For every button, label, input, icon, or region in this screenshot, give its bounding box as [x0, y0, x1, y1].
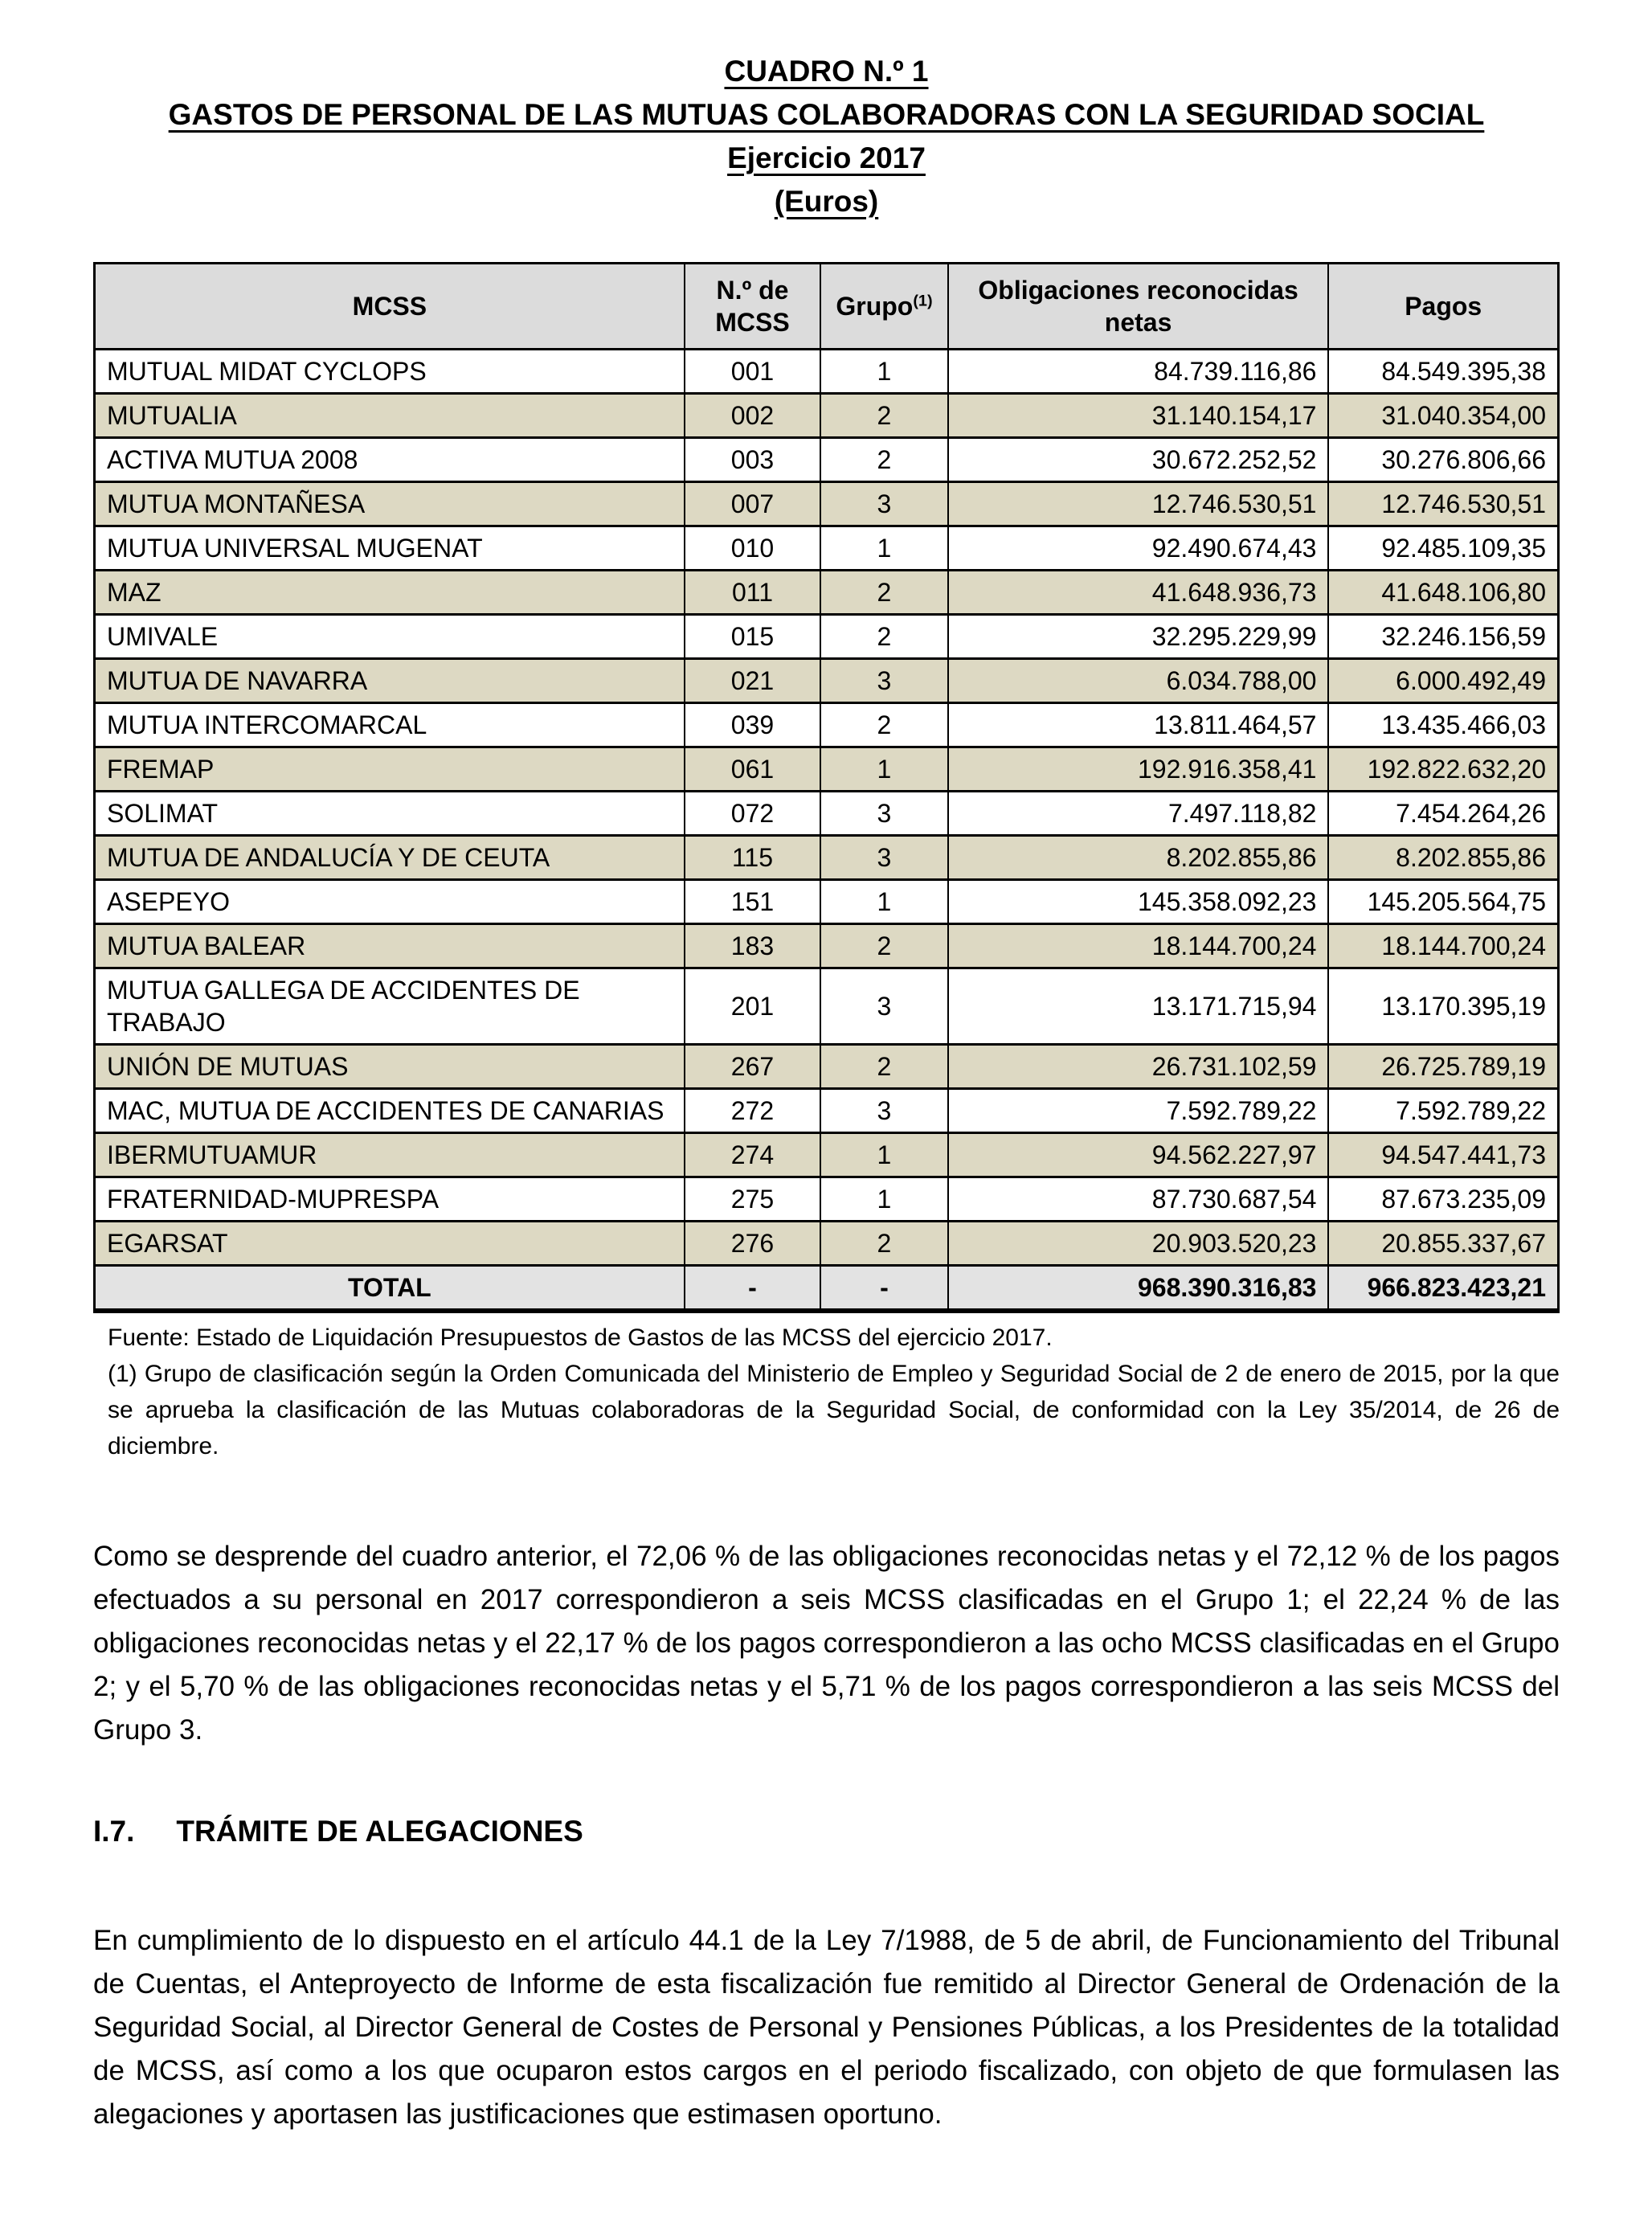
cell-grupo: 2	[820, 703, 948, 747]
cell-obligaciones: 7.497.118,82	[948, 792, 1329, 836]
cell-pagos: 41.648.106,80	[1328, 571, 1558, 615]
table-row	[95, 1177, 1559, 1222]
total-pagos: 966.823.423,21	[1328, 1266, 1558, 1312]
cell-obligaciones: 84.739.116,86	[948, 350, 1329, 394]
cell-pagos: 20.855.337,67	[1328, 1222, 1558, 1266]
cell-name: MUTUA BALEAR	[95, 924, 685, 968]
table-row	[95, 1133, 1559, 1177]
cell-obligaciones: 13.811.464,57	[948, 703, 1329, 747]
cell-grupo: 3	[820, 836, 948, 880]
cell-grupo: 1	[820, 1177, 948, 1222]
cell-pagos: 145.205.564,75	[1328, 880, 1558, 924]
cell-num: 267	[685, 1045, 820, 1089]
cell-grupo: 3	[820, 659, 948, 703]
table-row	[95, 968, 1559, 1045]
cell-grupo: 1	[820, 1133, 948, 1177]
total-label: TOTAL	[95, 1266, 685, 1312]
cell-grupo: 2	[820, 615, 948, 659]
cell-pagos: 84.549.395,38	[1328, 350, 1558, 394]
title-line-cuadro: CUADRO N.º 1	[724, 55, 929, 88]
section-number: I.7.	[93, 1815, 135, 1848]
cell-name: MUTUA INTERCOMARCAL	[95, 703, 685, 747]
table-row	[95, 924, 1559, 968]
cell-name: MUTUA DE NAVARRA	[95, 659, 685, 703]
cell-num: 061	[685, 747, 820, 792]
cell-name: MAZ	[95, 571, 685, 615]
cell-name: UMIVALE	[95, 615, 685, 659]
cell-pagos: 7.454.264,26	[1328, 792, 1558, 836]
cell-num: 015	[685, 615, 820, 659]
cell-grupo: 2	[820, 1045, 948, 1089]
cell-pagos: 13.435.466,03	[1328, 703, 1558, 747]
cell-pagos: 94.547.441,73	[1328, 1133, 1558, 1177]
cell-grupo: 2	[820, 571, 948, 615]
total-obligaciones: 968.390.316,83	[948, 1266, 1329, 1312]
total-num: -	[685, 1266, 820, 1312]
header-num-mcss: N.º de MCSS	[685, 264, 820, 350]
cell-pagos: 18.144.700,24	[1328, 924, 1558, 968]
cell-num: 039	[685, 703, 820, 747]
table-row	[95, 526, 1559, 571]
cell-num: 183	[685, 924, 820, 968]
cell-obligaciones: 18.144.700,24	[948, 924, 1329, 968]
cell-obligaciones: 41.648.936,73	[948, 571, 1329, 615]
table-row	[95, 659, 1559, 703]
table-row	[95, 836, 1559, 880]
table-row	[95, 394, 1559, 438]
header-grupo-footnote-ref: (1)	[913, 292, 933, 310]
cell-num: 011	[685, 571, 820, 615]
document-title	[93, 50, 1560, 223]
cell-grupo: 1	[820, 880, 948, 924]
footnote-grupo-clasificacion: (1) Grupo de clasificación según la Orden Comunicada del Ministerio de Empleo y Seguridad Social de 2 de enero de 2015, por la que se aprueba la clasificación de las Mutuas colaboradoras de la Seguridad Social, de conformidad con la Ley 35/2014, de 26 de diciembre.	[108, 1361, 1560, 1459]
cell-obligaciones: 8.202.855,86	[948, 836, 1329, 880]
cell-obligaciones: 12.746.530,51	[948, 482, 1329, 526]
cell-num: 003	[685, 438, 820, 482]
cell-name: MUTUA UNIVERSAL MUGENAT	[95, 526, 685, 571]
cell-obligaciones: 145.358.092,23	[948, 880, 1329, 924]
title-line-euros: (Euros)	[774, 185, 879, 218]
cell-obligaciones: 6.034.788,00	[948, 659, 1329, 703]
cell-obligaciones: 7.592.789,22	[948, 1089, 1329, 1133]
cell-grupo: 2	[820, 394, 948, 438]
cell-grupo: 1	[820, 526, 948, 571]
cell-num: 115	[685, 836, 820, 880]
paragraph-percentages: Como se desprende del cuadro anterior, el 72,06 % de las obligaciones reconocidas netas y el 72,12 % de los pagos efectuados a su personal en 2017 correspondieron a seis MCSS clasificadas en el Grupo 1; el 22,24 % de las obligaciones reconocidas netas y el 22,17 % de los pagos correspondieron a las ocho MCSS clasificadas en el Grupo 2; y el 5,70 % de las obligaciones reconocidas netas y el 5,71 % de los pagos correspondieron a las seis MCSS del Grupo 3.	[93, 1541, 1560, 1746]
cell-obligaciones: 92.490.674,43	[948, 526, 1329, 571]
cell-obligaciones: 13.171.715,94	[948, 968, 1329, 1045]
cell-name: MUTUA GALLEGA DE ACCIDENTES DE TRABAJO	[95, 968, 685, 1045]
title-line-ejercicio: Ejercicio 2017	[727, 141, 926, 174]
cell-obligaciones: 30.672.252,52	[948, 438, 1329, 482]
cell-pagos: 26.725.789,19	[1328, 1045, 1558, 1089]
cell-grupo: 3	[820, 792, 948, 836]
cell-num: 021	[685, 659, 820, 703]
cell-name: ACTIVA MUTUA 2008	[95, 438, 685, 482]
header-obligaciones: Obligaciones reconocidas netas	[948, 264, 1329, 350]
cell-obligaciones: 192.916.358,41	[948, 747, 1329, 792]
table-row	[95, 615, 1559, 659]
cell-num: 001	[685, 350, 820, 394]
table-footnotes	[93, 1320, 1560, 1464]
table-row	[95, 1045, 1559, 1089]
cell-grupo: 3	[820, 968, 948, 1045]
table-row	[95, 571, 1559, 615]
table-body	[95, 350, 1559, 1266]
footnote-fuente: Fuente: Estado de Liquidación Presupuestos de Gastos de las MCSS del ejercicio 2017.	[108, 1324, 1053, 1351]
header-pagos: Pagos	[1328, 264, 1558, 350]
cell-name: ASEPEYO	[95, 880, 685, 924]
cell-obligaciones: 31.140.154,17	[948, 394, 1329, 438]
cell-num: 275	[685, 1177, 820, 1222]
table-row	[95, 880, 1559, 924]
cell-obligaciones: 26.731.102,59	[948, 1045, 1329, 1089]
cell-pagos: 32.246.156,59	[1328, 615, 1558, 659]
total-grupo: -	[820, 1266, 948, 1312]
cell-name: MUTUA DE ANDALUCÍA Y DE CEUTA	[95, 836, 685, 880]
paragraph-tramite-alegaciones: En cumplimiento de lo dispuesto en el artículo 44.1 de la Ley 7/1988, de 5 de abril, de Funcionamiento del Tribunal de Cuentas, el Anteproyecto de Informe de esta fiscalización fue remitido al Director General de Ordenación de la Seguridad Social, al Director General de Costes de Personal y Pensiones Públicas, a los Presidentes de la totalidad de MCSS, así como a los que ocuparon estos cargos en el periodo fiscalizado, con objeto de que formulasen las alegaciones y aportasen las justificaciones que estimasen oportuno.	[93, 1925, 1560, 2130]
table-header-row	[95, 264, 1559, 350]
cell-obligaciones: 20.903.520,23	[948, 1222, 1329, 1266]
cell-num: 274	[685, 1133, 820, 1177]
cell-num: 201	[685, 968, 820, 1045]
cell-grupo: 2	[820, 924, 948, 968]
cell-grupo: 1	[820, 747, 948, 792]
mcss-expenses-table	[93, 262, 1560, 1313]
table-row	[95, 482, 1559, 526]
table-row	[95, 747, 1559, 792]
cell-num: 010	[685, 526, 820, 571]
cell-grupo: 1	[820, 350, 948, 394]
cell-num: 276	[685, 1222, 820, 1266]
cell-name: IBERMUTUAMUR	[95, 1133, 685, 1177]
cell-name: MUTUAL MIDAT CYCLOPS	[95, 350, 685, 394]
table-total-row	[95, 1266, 1559, 1312]
cell-pagos: 13.170.395,19	[1328, 968, 1558, 1045]
table-row	[95, 438, 1559, 482]
cell-num: 072	[685, 792, 820, 836]
cell-num: 002	[685, 394, 820, 438]
section-title: TRÁMITE DE ALEGACIONES	[176, 1815, 583, 1848]
cell-pagos: 12.746.530,51	[1328, 482, 1558, 526]
header-grupo	[820, 264, 948, 350]
table-row	[95, 1089, 1559, 1133]
cell-grupo: 3	[820, 1089, 948, 1133]
cell-name: MUTUA MONTAÑESA	[95, 482, 685, 526]
cell-num: 007	[685, 482, 820, 526]
cell-grupo: 3	[820, 482, 948, 526]
cell-name: MUTUALIA	[95, 394, 685, 438]
table-row	[95, 1222, 1559, 1266]
cell-grupo: 2	[820, 1222, 948, 1266]
table-row	[95, 703, 1559, 747]
cell-pagos: 87.673.235,09	[1328, 1177, 1558, 1222]
cell-name: FREMAP	[95, 747, 685, 792]
cell-obligaciones: 32.295.229,99	[948, 615, 1329, 659]
cell-num: 272	[685, 1089, 820, 1133]
cell-pagos: 92.485.109,35	[1328, 526, 1558, 571]
cell-name: UNIÓN DE MUTUAS	[95, 1045, 685, 1089]
cell-name: MAC, MUTUA DE ACCIDENTES DE CANARIAS	[95, 1089, 685, 1133]
header-grupo-label: Grupo	[836, 292, 914, 321]
cell-pagos: 6.000.492,49	[1328, 659, 1558, 703]
cell-name: FRATERNIDAD-MUPRESPA	[95, 1177, 685, 1222]
table-row	[95, 792, 1559, 836]
cell-pagos: 192.822.632,20	[1328, 747, 1558, 792]
title-line-gastos: GASTOS DE PERSONAL DE LAS MUTUAS COLABORADORAS CON LA SEGURIDAD SOCIAL	[168, 98, 1485, 131]
cell-grupo: 2	[820, 438, 948, 482]
cell-name: SOLIMAT	[95, 792, 685, 836]
cell-pagos: 31.040.354,00	[1328, 394, 1558, 438]
cell-name: EGARSAT	[95, 1222, 685, 1266]
cell-pagos: 30.276.806,66	[1328, 438, 1558, 482]
cell-num: 151	[685, 880, 820, 924]
cell-pagos: 7.592.789,22	[1328, 1089, 1558, 1133]
cell-pagos: 8.202.855,86	[1328, 836, 1558, 880]
table-row	[95, 350, 1559, 394]
header-mcss: MCSS	[95, 264, 685, 350]
cell-obligaciones: 94.562.227,97	[948, 1133, 1329, 1177]
cell-obligaciones: 87.730.687,54	[948, 1177, 1329, 1222]
section-heading-tramite-alegaciones	[93, 1815, 1560, 1848]
